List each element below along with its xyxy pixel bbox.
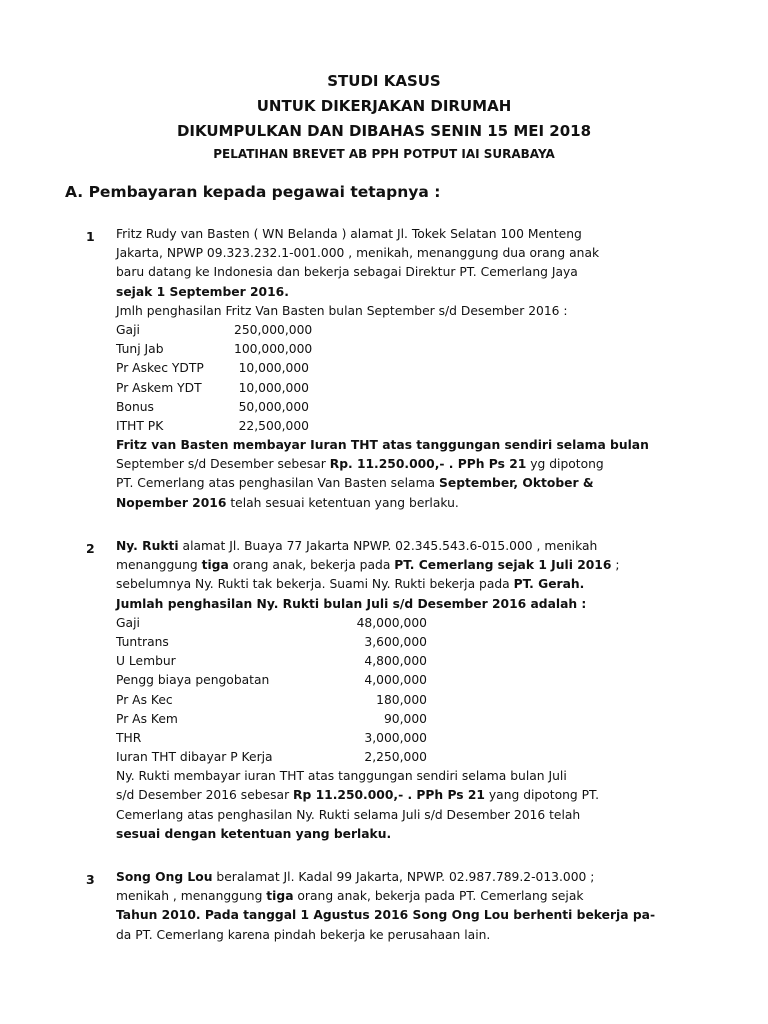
- text-segment: Tahun 2010. Pada tanggal 1 Agustus 2016 Song Ong Lou berhenti bekerja pa-: [116, 908, 656, 923]
- income-row: [116, 359, 566, 378]
- income-label: Tunj Jab: [116, 342, 164, 357]
- text-segment: baru datang ke Indonesia dan bekerja sebagai Direktur PT. Cemerlang Jaya: [116, 265, 578, 280]
- text-segment: yg dipotong: [526, 457, 604, 472]
- text-segment: orang anak, bekerja pada PT. Cemerlang sejak: [293, 889, 584, 904]
- case-2-income-table: [116, 614, 566, 768]
- text-segment: alamat Jl. Buaya 77 Jakarta NPWP. 02.345.543.6-015.000 , menikah: [178, 539, 598, 553]
- income-label: Pengg biaya pengobatan: [116, 673, 270, 688]
- income-label: Bonus: [116, 399, 154, 414]
- doc-subtitle: UNTUK DIKERJAKAN DIRUMAH: [256, 97, 512, 115]
- text-line: [116, 825, 566, 844]
- text-segment: Jakarta, NPWP 09.323.232.1-001.000 , menikah, menanggung dua orang anak: [116, 246, 600, 261]
- case-1-intro: [116, 225, 600, 321]
- income-amount: 48,000,000: [356, 615, 427, 630]
- income-label: Tuntrans: [116, 634, 169, 649]
- income-row: [116, 748, 566, 767]
- income-amount: 180,000: [376, 692, 427, 707]
- text-segment: Rp. 11.250.000,- . PPh Ps 21: [329, 457, 527, 472]
- case-3-body: [116, 868, 656, 945]
- doc-title: STUDI KASUS: [327, 72, 441, 90]
- income-label: Gaji: [116, 615, 140, 630]
- text-line: [116, 537, 598, 556]
- text-segment: Rp 11.250.000,- . PPh Ps 21: [293, 788, 485, 803]
- income-row: [116, 398, 566, 417]
- text-segment: Fritz van Basten membayar Iuran THT atas tanggungan sendiri selama bulan: [116, 438, 649, 453]
- text-segment: PT. Cemerlang atas penghasilan Van Basten selama: [116, 476, 439, 491]
- income-amount: 10,000,000: [238, 361, 309, 376]
- case-2-body: [116, 537, 620, 844]
- text-line: [116, 302, 566, 321]
- income-amount: 50,000,000: [238, 399, 309, 414]
- text-segment: yang dipotong PT.: [484, 788, 599, 803]
- text-segment: tiga: [201, 558, 229, 573]
- income-amount: 90,000: [383, 711, 427, 726]
- text-segment: orang anak, bekerja pada: [228, 558, 395, 573]
- text-line: [116, 868, 595, 887]
- text-segment: da PT. Cemerlang karena pindah bekerja ke perusahaan lain.: [116, 927, 491, 942]
- text-segment: sejak 1 September 2016.: [116, 284, 289, 299]
- text-line: [116, 494, 566, 513]
- income-label: Iuran THT dibayar P Kerja: [116, 750, 273, 765]
- income-row: [116, 417, 566, 436]
- income-amount: 22,500,000: [238, 418, 309, 433]
- text-line: [116, 263, 578, 282]
- case-number-3: 3: [86, 872, 95, 887]
- text-line: [116, 556, 620, 575]
- case-1-income-table: [116, 321, 566, 436]
- income-label: Pr As Kem: [116, 711, 178, 726]
- income-row: [116, 614, 566, 633]
- doc-due-date: DIKUMPULKAN DAN DIBAHAS SENIN 15 MEI 2018: [176, 122, 592, 140]
- text-segment: beralamat Jl. Kadal 99 Jakarta, NPWP. 02.987.789.2-013.000 ;: [212, 870, 595, 884]
- income-label: U Lembur: [116, 654, 176, 669]
- text-segment: Song Ong Lou: [116, 870, 213, 884]
- income-row: [116, 340, 566, 359]
- text-segment: Ny. Rukti membayar iuran THT atas tanggungan sendiri selama bulan Juli: [116, 769, 567, 784]
- text-segment: telah sesuai ketentuan yang berlaku.: [226, 495, 459, 510]
- income-amount: 3,000,000: [364, 730, 427, 745]
- text-segment: Jmlh penghasilan Fritz Van Basten bulan September s/d Desember 2016 :: [116, 303, 568, 318]
- income-label: Pr Askec YDTP: [116, 361, 204, 376]
- income-label: Gaji: [116, 322, 140, 337]
- income-row: [116, 729, 566, 748]
- text-line: [116, 887, 584, 906]
- text-line: [116, 786, 599, 805]
- income-amount: 3,600,000: [364, 634, 427, 649]
- text-segment: Cemerlang atas penghasilan Ny. Rukti selama Juli s/d Desember 2016 telah: [116, 807, 581, 822]
- text-line: [116, 575, 585, 594]
- text-line: [116, 906, 656, 925]
- text-segment: Fritz Rudy van Basten ( WN Belanda ) alamat Jl. Tokek Selatan 100 Menteng: [116, 227, 582, 241]
- income-row: [116, 671, 566, 690]
- income-amount: 4,000,000: [364, 673, 427, 688]
- text-segment: sebelumnya Ny. Rukti tak bekerja. Suami Ny. Rukti bekerja pada: [116, 577, 514, 592]
- doc-organization: PELATIHAN BREVET AB PPH POTPUT IAI SURABAYA: [213, 147, 555, 161]
- text-line: [116, 806, 581, 825]
- text-line: [116, 225, 582, 244]
- income-label: Pr As Kec: [116, 692, 173, 707]
- text-segment: ;: [611, 558, 620, 573]
- text-line: [116, 244, 600, 263]
- case-number-2: 2: [86, 541, 95, 556]
- text-segment: menikah , menanggung: [116, 889, 267, 904]
- text-line: [116, 455, 604, 474]
- income-row: [116, 710, 566, 729]
- income-amount: 100,000,000: [234, 342, 313, 357]
- text-segment: s/d Desember 2016 sebesar: [116, 788, 294, 803]
- text-line: [116, 474, 594, 493]
- income-amount: 10,000,000: [238, 380, 309, 395]
- text-line: [116, 436, 649, 455]
- income-label: ITHT PK: [116, 418, 164, 433]
- income-row: [116, 379, 566, 398]
- text-line: [116, 767, 566, 786]
- case-1-body: [116, 225, 649, 513]
- text-segment: Ny. Rukti: [116, 539, 179, 553]
- income-label: THR: [116, 730, 142, 745]
- case-2-outro: [116, 767, 599, 844]
- case-2-intro: [116, 537, 620, 614]
- text-segment: September, Oktober &: [439, 476, 594, 491]
- case-3-intro: [116, 868, 656, 945]
- text-segment: tiga: [266, 889, 294, 904]
- section-heading: A. Pembayaran kepada pegawai tetapnya :: [65, 183, 441, 201]
- text-line: [116, 595, 587, 614]
- income-amount: 2,250,000: [364, 750, 427, 765]
- income-row: [116, 652, 566, 671]
- income-row: [116, 321, 566, 340]
- text-segment: PT. Cemerlang sejak 1 Juli 2016: [394, 558, 612, 573]
- text-segment: menanggung: [116, 558, 202, 573]
- text-line: [116, 926, 566, 945]
- income-label: Pr Askem YDT: [116, 380, 202, 395]
- income-row: [116, 691, 566, 710]
- text-segment: sesuai dengan ketentuan yang berlaku.: [116, 826, 392, 841]
- text-segment: Jumlah penghasilan Ny. Rukti bulan Juli s/d Desember 2016 adalah :: [116, 596, 587, 611]
- income-row: [116, 633, 566, 652]
- text-segment: September s/d Desember sebesar: [116, 457, 330, 472]
- income-amount: 250,000,000: [234, 322, 313, 337]
- text-segment: Nopember 2016: [116, 495, 227, 510]
- income-amount: 4,800,000: [364, 654, 427, 669]
- text-segment: PT. Gerah.: [513, 577, 585, 592]
- case-number-1: 1: [86, 229, 95, 244]
- case-1-outro: [116, 436, 649, 513]
- text-line: [116, 283, 566, 302]
